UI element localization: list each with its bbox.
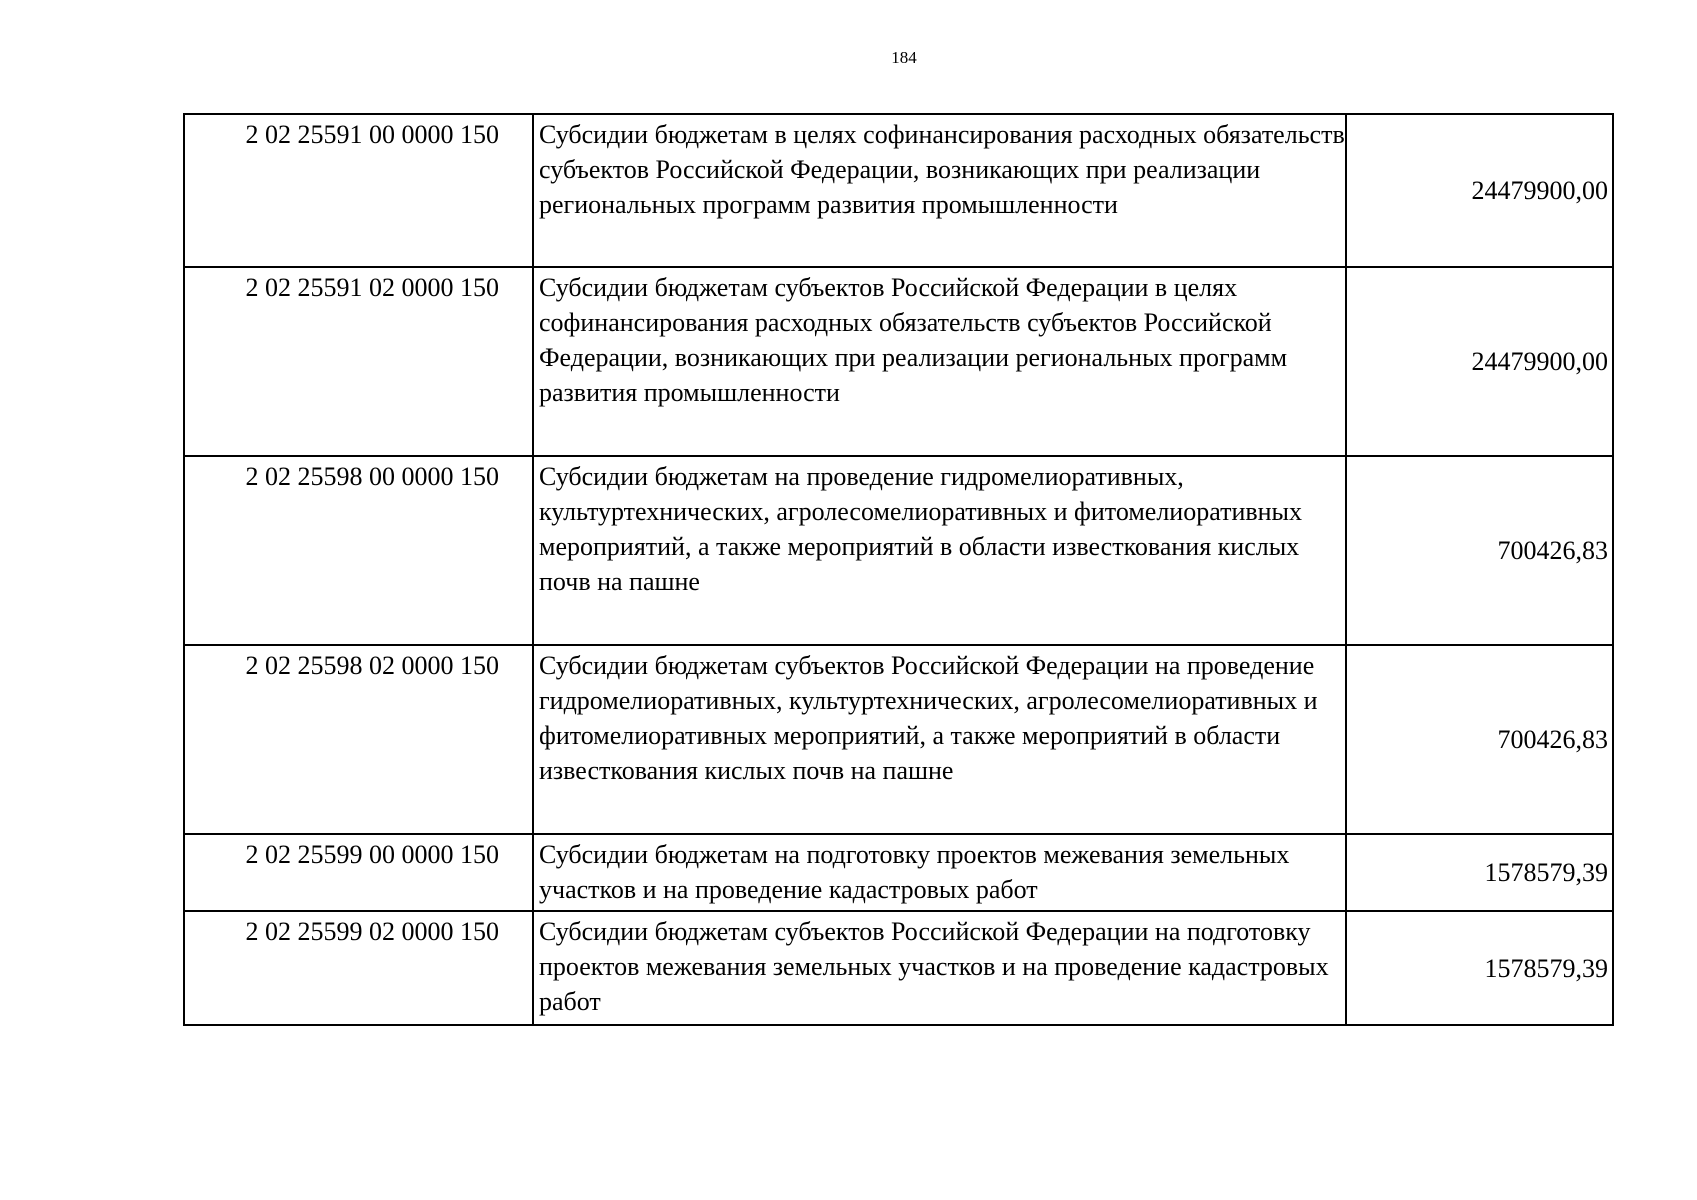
table-row (184, 911, 1613, 1025)
table-row (184, 645, 1613, 834)
budget-name-cell: Субсидии бюджетам субъектов Российской Федерации на проведение гидромелиоративных, культуртехнических, агролесомелиоративных и фитомелиоративных мероприятий, а также мероприятий в области известкования кислых почв на пашне (533, 645, 1346, 834)
budget-code-cell: 2 02 25591 00 0000 150 (184, 114, 533, 267)
budget-name-cell: Субсидии бюджетам субъектов Российской Федерации в целях софинансирования расходных обязательств субъектов Российской Федерации, возникающих при реализации региональных программ развития промышленности (533, 267, 1346, 456)
budget-code-cell: 2 02 25599 02 0000 150 (184, 911, 533, 1025)
budget-amount-cell: 700426,83 (1346, 456, 1613, 645)
budget-code-cell: 2 02 25598 02 0000 150 (184, 645, 533, 834)
page-number: 184 (891, 48, 917, 67)
budget-name-cell: Субсидии бюджетам в целях софинансирования расходных обязательств субъектов Российской Федерации, возникающих при реализации региональных программ развития промышленности (533, 114, 1346, 267)
budget-code-cell: 2 02 25598 00 0000 150 (184, 456, 533, 645)
budget-name-cell: Субсидии бюджетам на подготовку проектов межевания земельных участков и на проведение кадастровых работ (533, 834, 1346, 911)
budget-name-cell: Субсидии бюджетам субъектов Российской Федерации на подготовку проектов межевания земельных участков и на проведение кадастровых работ (533, 911, 1346, 1025)
budget-name-cell: Субсидии бюджетам на проведение гидромелиоративных, культуртехнических, агролесомелиоративных и фитомелиоративных мероприятий, а также мероприятий в области известкования кислых почв на пашне (533, 456, 1346, 645)
table-row (184, 834, 1613, 911)
budget-amount-cell: 1578579,39 (1346, 834, 1613, 911)
budget-amount-cell: 24479900,00 (1346, 267, 1613, 456)
table-row (184, 267, 1613, 456)
table-row (184, 456, 1613, 645)
budget-amount-cell: 1578579,39 (1346, 911, 1613, 1025)
budget-amount-cell: 24479900,00 (1346, 114, 1613, 267)
budget-amount-cell: 700426,83 (1346, 645, 1613, 834)
budget-table (183, 113, 1614, 1026)
budget-code-cell: 2 02 25599 00 0000 150 (184, 834, 533, 911)
table-row (184, 114, 1613, 267)
budget-code-cell: 2 02 25591 02 0000 150 (184, 267, 533, 456)
